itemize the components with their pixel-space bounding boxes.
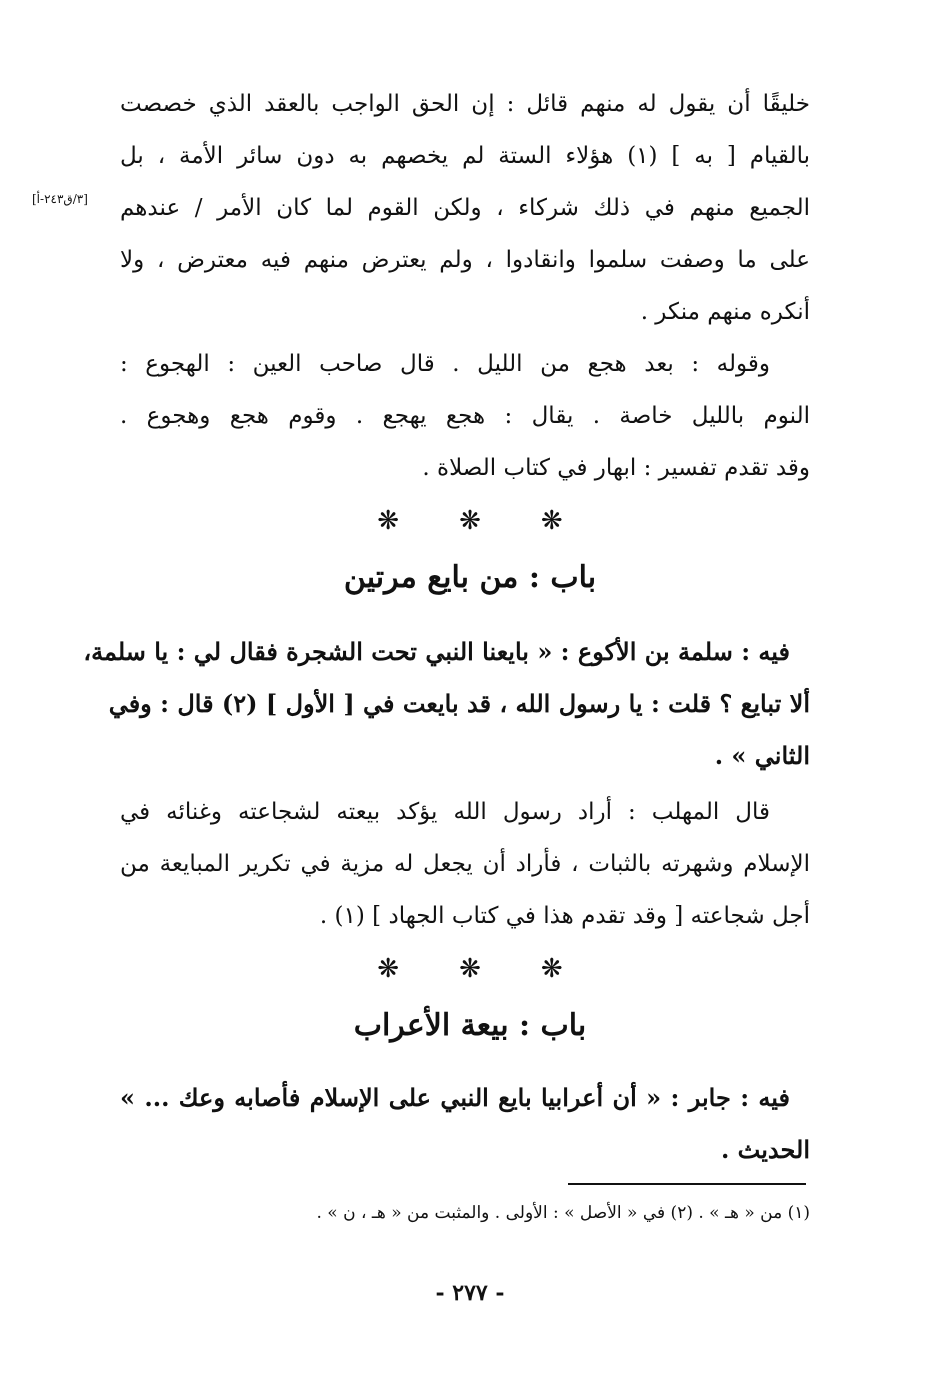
manuscript-folio-note: [٣/ق٢٤٣-أ] xyxy=(32,192,88,206)
paragraph-jabir-hadith xyxy=(120,1072,810,1176)
paragraph-muhallab xyxy=(120,786,810,942)
text-line: خليقًا أن يقول له منهم قائل : إن الحق الواجب بالعقد الذي خصصت xyxy=(120,91,810,117)
text-line: الجميع منهم في ذلك شركاء ، ولكن القوم لما كان الأمر / عندهم xyxy=(120,195,810,221)
ornament-icon: ❋ xyxy=(377,954,400,984)
chapter-heading: باب : بيعة الأعراب xyxy=(353,1008,587,1043)
paragraph-khalifa xyxy=(120,78,810,338)
text-line: ألا تبايع ؟ قلت : يا رسول الله ، قد بايعت في [ الأول ] (٢) قال : وفي xyxy=(108,689,810,718)
ornament-icon: ❋ xyxy=(459,506,481,536)
text-line: وقد تقدم تفسير : ابهار في كتاب الصلاة . xyxy=(422,455,810,481)
ornament-icon: ❋ xyxy=(540,954,563,984)
chapter-heading: باب : من بايع مرتين xyxy=(343,560,597,595)
ornament-icon: ❋ xyxy=(459,954,481,984)
section-separator xyxy=(0,954,940,984)
text-line: قال المهلب : أراد رسول الله يؤكد بيعته لشجاعته وغنائه في xyxy=(120,799,770,825)
text-line: الحديث . xyxy=(720,1135,810,1164)
footnote: (١) من « هـ » . (٢) في « الأصل » : الأولى . والمثبت من « هـ ، ن » . xyxy=(316,1203,810,1223)
ornament-icon: ❋ xyxy=(540,506,563,536)
paragraph-salama-hadith xyxy=(83,626,810,782)
text-line: أنكره منهم منكر . xyxy=(640,299,810,325)
footnote-divider xyxy=(568,1183,806,1185)
text-line: الإسلام وشهرته بالثبات ، فأراد أن يجعل له مزية في تكرير المبايعة من xyxy=(120,851,810,877)
text-line: الثاني » . xyxy=(714,741,810,770)
text-line: على ما وصفت سلموا وانقادوا ، ولم يعترض منهم فيه معترض ، ولا xyxy=(120,247,810,273)
text-line: فيه : سلمة بن الأكوع : « بايعنا النبي تحت الشجرة فقال لي : يا سلمة، xyxy=(83,637,790,666)
page-number: - ٢٧٧ - xyxy=(435,1280,505,1306)
text-line: فيه : جابر : « أن أعرابيا بايع النبي على الإسلام فأصابه وعك ... » xyxy=(120,1083,790,1112)
text-line: بالقيام [ به ] (١) هؤلاء الستة لم يخصهم به دون سائر الأمة ، بل xyxy=(120,143,810,169)
text-line: النوم بالليل خاصة . يقال : هجع يهجع . وقوم هجع وهجوع . xyxy=(120,403,810,429)
section-separator xyxy=(0,506,940,536)
text-line: أجل شجاعته [ وقد تقدم هذا في كتاب الجهاد ] (١) . xyxy=(319,903,810,929)
ornament-icon: ❋ xyxy=(377,506,400,536)
text-line: وقوله : بعد هجع من الليل . قال صاحب العين : الهجوع : xyxy=(120,351,770,377)
paragraph-hujua xyxy=(120,338,810,494)
